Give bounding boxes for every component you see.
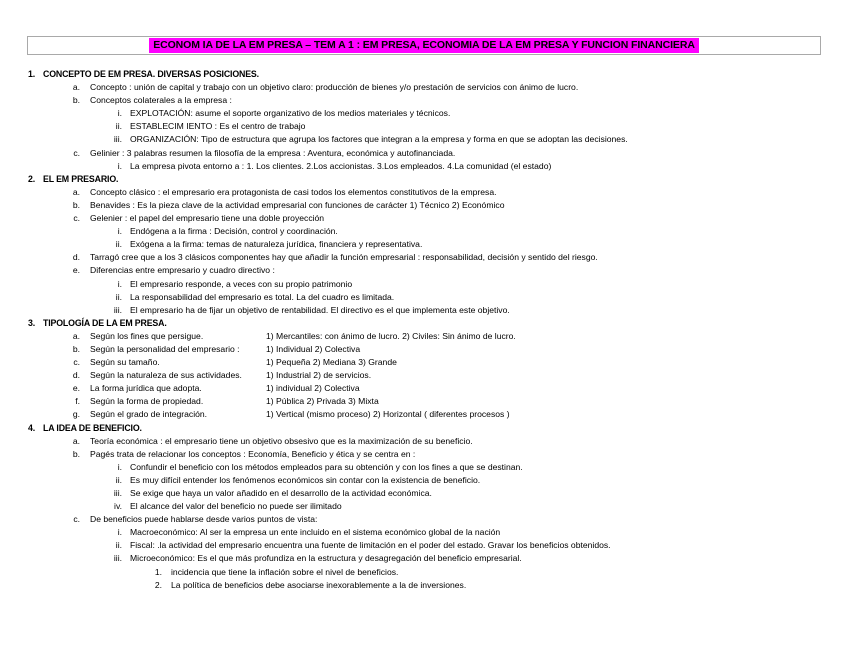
list-marker: iv.: [114, 501, 122, 512]
list-item-text: Pagés trata de relacionar los conceptos : Economía, Beneficio y ética y se centra en :: [90, 448, 416, 459]
list-item-value: 1) Pública 2) Privada 3) Mixta: [266, 396, 379, 407]
list-marker: e.: [72, 383, 80, 394]
list-marker: b.: [72, 343, 80, 354]
list-item: [0, 448, 848, 461]
list-marker: d.: [72, 252, 80, 263]
list-item: [0, 225, 848, 238]
list-item: [0, 81, 848, 94]
list-item-text: Macroeconómico: Al ser la empresa un ente incluido en el sistema económico global de la nación: [130, 527, 501, 538]
list-marker: ii.: [115, 540, 122, 551]
list-item: [0, 513, 848, 526]
list-marker: iii.: [113, 488, 122, 498]
list-item: [0, 304, 848, 317]
list-item-text: Diferencias entre empresario y cuadro directivo :: [90, 265, 275, 276]
list-item-value: 1) Vertical (mismo proceso) 2) Horizontal ( diferentes procesos ): [266, 409, 510, 420]
list-item: [0, 408, 848, 421]
list-item-text: Microeconómico: Es el que más profundiza en la estructura y desagregación del beneficio empresarial.: [130, 553, 522, 564]
list-item: [0, 461, 848, 474]
list-item: [0, 395, 848, 408]
list-item: [0, 487, 848, 500]
list-item-text: El empresario responde, a veces con su propio patrimonio: [130, 278, 353, 289]
section-heading: [0, 173, 848, 186]
list-marker: c.: [73, 147, 80, 158]
list-item: [0, 186, 848, 199]
list-marker: c.: [73, 357, 80, 368]
list-item-text: Confundir el beneficio con los métodos empleados para su obtención y con los fines a que se destinan.: [130, 461, 523, 472]
list-marker: i.: [117, 527, 122, 538]
list-item-label: Según su tamaño.: [90, 357, 160, 368]
list-item-text: ORGANIZACIÓN: Tipo de estructura que agrupa los factores que integran a la empresa y forma en que se adoptan las decisiones.: [130, 134, 628, 145]
list-item: [0, 278, 848, 291]
list-item: [0, 382, 848, 395]
list-marker: ii.: [115, 239, 122, 250]
list-marker: i.: [117, 461, 122, 472]
page-title: ECONOM IA DE LA EM PRESA – TEM A 1 : EM PRESA, ECONOMIA DE LA EM PRESA Y FUNCION FINANCIERA: [149, 38, 699, 53]
list-item-text: Concepto : unión de capital y trabajo con un objetivo claro: producción de bienes y/o prestación de servicios con ánimo de lucro.: [90, 82, 579, 93]
list-item: [0, 566, 848, 579]
list-item-text: LA IDEA DE BENEFICIO.: [43, 422, 142, 433]
list-item-text: TIPOLOGÍA DE LA EM PRESA.: [43, 317, 167, 328]
list-marker: i.: [117, 226, 122, 237]
list-item: [0, 238, 848, 251]
list-item: [0, 435, 848, 448]
list-item: [0, 356, 848, 369]
list-item-value: 1) individual 2) Colectiva: [266, 383, 360, 394]
list-marker: e.: [72, 265, 80, 276]
list-item: [0, 343, 848, 356]
list-item-text: ESTABLECIM IENTO : Es el centro de trabajo: [130, 121, 306, 132]
list-item: [0, 251, 848, 264]
section-heading: [0, 422, 848, 435]
list-marker: c.: [73, 213, 80, 224]
list-marker: f.: [75, 396, 80, 407]
list-item: [0, 500, 848, 513]
list-item: [0, 369, 848, 382]
list-item-value: 1) Pequeña 2) Mediana 3) Grande: [266, 357, 397, 368]
outline-body: [0, 68, 848, 592]
list-item-text: Benavides : Es la pieza clave de la actividad empresarial con funciones de carácter 1) Técnico 2) Económico: [90, 199, 505, 210]
list-item-value: 1) Industrial 2) de servicios.: [266, 370, 372, 381]
document-title-box: [27, 36, 821, 55]
list-item: [0, 199, 848, 212]
list-item-text: Gelinier : 3 palabras resumen la filosofía de la empresa : Aventura, económica y autofinanciada.: [90, 147, 456, 158]
list-item-text: Gelenier : el papel del empresario tiene una doble proyección: [90, 213, 325, 224]
list-item-text: La empresa pivota entorno a : 1. Los clientes. 2.Los accionistas. 3.Los empleados. 4.La comunidad (el estado): [130, 160, 552, 171]
list-marker: iii.: [113, 134, 122, 145]
list-marker: a.: [72, 186, 80, 197]
list-item-text: Tarragó cree que a los 3 clásicos componentes hay que añadir la función empresarial : responsabilidad, decisión y sentido del riesgo.: [90, 252, 598, 263]
list-marker: i.: [117, 108, 122, 119]
list-item-text: Teoría económica : el empresario tiene un objetivo obsesivo que es la maximización de su beneficio.: [90, 435, 473, 446]
list-marker: i.: [117, 278, 122, 289]
list-marker: ii.: [115, 291, 122, 302]
list-marker: 2.: [27, 173, 35, 184]
list-marker: b.: [72, 448, 80, 459]
section-heading: [0, 317, 848, 330]
list-item: [0, 474, 848, 487]
list-item-text: La responsabilidad del empresario es total. La del cuadro es limitada.: [130, 291, 395, 302]
list-marker: ii.: [115, 121, 122, 132]
list-marker: a.: [72, 330, 80, 341]
list-item: [0, 330, 848, 343]
list-item-text: De beneficios puede hablarse desde varios puntos de vista:: [90, 514, 318, 525]
list-item-value: 1) Individual 2) Colectiva: [266, 343, 361, 354]
list-item-text: Conceptos colaterales a la empresa :: [90, 95, 232, 106]
list-item: [0, 160, 848, 173]
section-heading: [0, 68, 848, 81]
list-marker: iii.: [113, 553, 122, 564]
list-marker: iii.: [113, 304, 122, 315]
list-item-label: Según la personalidad del empresario :: [90, 343, 240, 354]
list-item-value: 1) Mercantiles: con ánimo de lucro. 2) Civiles: Sin ánimo de lucro.: [266, 330, 516, 341]
list-marker: 3.: [27, 317, 35, 328]
list-item-text: incidencia que tiene la inflación sobre el nivel de beneficios.: [171, 566, 399, 577]
list-item-label: Según el grado de integración.: [90, 409, 208, 420]
list-item-text: Se exige que haya un valor añadido en el desarrollo de la actividad económica.: [130, 488, 432, 498]
list-item-label: Según la naturaleza de sus actividades.: [90, 370, 242, 381]
list-item: [0, 133, 848, 146]
list-item-text: Endógena a la firma : Decisión, control y coordinación.: [130, 226, 338, 237]
list-item-text: CONCEPTO DE EM PRESA. DIVERSAS POSICIONES.: [43, 69, 259, 79]
list-item-text: Fiscal: .la actividad del empresario encuentra una fuente de limitación en el poder del estado. Gravar los beneficios obtenidos.: [130, 540, 611, 551]
list-marker: b.: [72, 95, 80, 106]
list-item-text: EXPLOTACIÓN: asume el soporte organizativo de los medios materiales y técnicos.: [130, 108, 451, 119]
list-item: [0, 526, 848, 539]
list-marker: d.: [72, 370, 80, 381]
list-marker: a.: [72, 82, 80, 93]
list-marker: 2.: [154, 579, 162, 590]
list-marker: 1.: [27, 69, 35, 79]
list-marker: g.: [72, 409, 80, 420]
list-item-text: El empresario ha de fijar un objetivo de rentabilidad. El directivo es el que implementa este objetivo.: [130, 304, 510, 315]
list-item-label: Según los fines que persigue.: [90, 330, 204, 341]
list-marker: i.: [117, 160, 122, 171]
list-item-label: La forma jurídica que adopta.: [90, 383, 202, 394]
list-item-text: La política de beneficios debe asociarse inexorablemente a la de inversiones.: [171, 579, 467, 590]
list-item: [0, 291, 848, 304]
list-item-text: Exógena a la firma: temas de naturaleza jurídica, financiera y representativa.: [130, 239, 423, 250]
list-item-text: Concepto clásico : el empresario era protagonista de casi todos los elementos constitutivos de la empresa.: [90, 186, 497, 197]
list-marker: ii.: [115, 474, 122, 485]
list-marker: 1.: [154, 566, 162, 577]
list-marker: a.: [72, 435, 80, 446]
list-item: [0, 147, 848, 160]
list-item-text: El alcance del valor del beneficio no puede ser ilimitado: [130, 501, 342, 512]
list-item-text: EL EM PRESARIO.: [43, 173, 119, 184]
list-item-label: Según la forma de propiedad.: [90, 396, 204, 407]
list-marker: c.: [73, 514, 80, 525]
list-item: [0, 120, 848, 133]
list-item: [0, 579, 848, 592]
list-item: [0, 552, 848, 565]
list-marker: b.: [72, 199, 80, 210]
list-item: [0, 264, 848, 277]
list-item: [0, 212, 848, 225]
list-item: [0, 107, 848, 120]
list-item: [0, 539, 848, 552]
list-item-text: Es muy difícil entender los fenómenos económicos sin contar con la existencia de beneficio.: [130, 474, 481, 485]
list-marker: 4.: [27, 422, 35, 433]
list-item: [0, 94, 848, 107]
